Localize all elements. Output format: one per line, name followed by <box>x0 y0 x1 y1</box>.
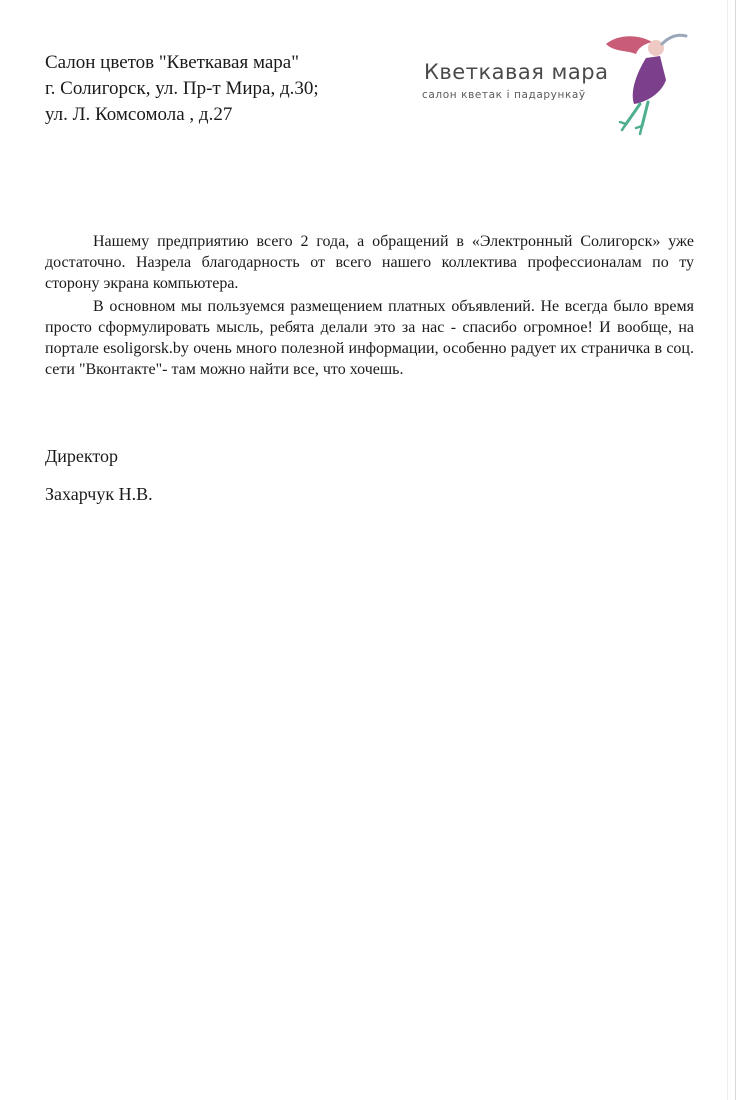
logo-leg-2 <box>642 102 648 126</box>
logo-tagline: салон кветак і падарункаў <box>422 89 586 101</box>
flying-girl-icon <box>596 30 701 140</box>
sender-address-line-2: ул. Л. Комсомола , д.27 <box>45 104 233 125</box>
signature-title: Директор <box>45 446 119 466</box>
logo-foot-1 <box>620 122 626 130</box>
letter-paragraph-1: Нашему предприятию всего 2 года, а обращений в «Электронный Солигорск» уже достаточно. Назрела благодарность от всего нашего коллектива профессионалам по ту сторону экрана компьютера. <box>45 233 694 292</box>
company-logo <box>418 30 703 140</box>
letter-body <box>45 231 694 380</box>
sender-address-line-1: г. Солигорск, ул. Пр-т Мира, д.30; <box>45 78 319 99</box>
logo-arm <box>662 35 686 44</box>
logo-name: Кветкавая мара <box>424 60 609 84</box>
logo-hair <box>606 36 652 54</box>
scan-edge-line <box>735 0 736 1100</box>
logo-foot-2 <box>636 126 642 134</box>
logo-leg-1 <box>626 104 640 124</box>
logo-dress <box>633 56 666 104</box>
sender-address-block <box>45 50 319 128</box>
letter-paragraph-2: В основном мы пользуемся размещением платных объявлений. Не всегда было время просто сформулировать мысль, ребята делали это за нас - спасибо огромное! И вообще, на портале esoligorsk.by очень много полезной информации, особенно радует их страничка в соц. сети "Вконтакте"- там можно найти все, что хочешь. <box>45 298 694 378</box>
signature-name: Захарчук Н.В. <box>45 484 153 504</box>
sender-company-line: Салон цветов "Кветкавая мара" <box>45 52 299 73</box>
signature-block <box>45 446 153 505</box>
scan-shadow-line <box>727 0 728 1100</box>
